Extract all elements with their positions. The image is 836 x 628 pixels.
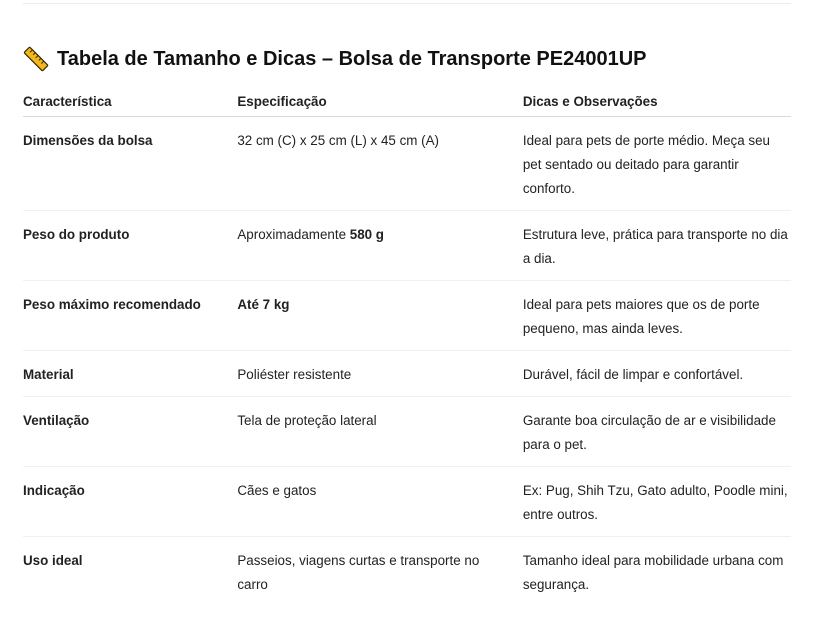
page-title: Tabela de Tamanho e Dicas – Bolsa de Transporte PE24001UP	[57, 47, 647, 70]
table-header-row	[23, 90, 791, 117]
table-row	[23, 351, 791, 397]
spec-cell	[237, 281, 522, 351]
tip-cell: Ex: Pug, Shih Tzu, Gato adulto, Poodle mini, entre outros.	[523, 467, 791, 537]
spec-cell	[237, 211, 522, 281]
table-row	[23, 397, 791, 467]
tip-cell: Ideal para pets de porte médio. Meça seu pet sentado ou deitado para garantir conforto.	[523, 117, 791, 211]
spec-cell: 32 cm (C) x 25 cm (L) x 45 cm (A)	[237, 117, 522, 211]
ruler-icon	[23, 46, 49, 72]
feature-cell: Material	[23, 351, 237, 397]
spec-bold-value: 580 g	[349, 227, 384, 242]
table-row	[23, 281, 791, 351]
tip-cell: Ideal para pets maiores que os de porte pequeno, mas ainda leves.	[523, 281, 791, 351]
tip-cell: Garante boa circulação de ar e visibilidade para o pet.	[523, 397, 791, 467]
tip-cell: Tamanho ideal para mobilidade urbana com segurança.	[522, 553, 784, 592]
spec-cell: Passeios, viagens curtas e transporte no carro	[237, 553, 480, 592]
feature-cell: Indicação	[23, 467, 237, 537]
feature-cell: Peso do produto	[23, 211, 237, 281]
feature-cell: Ventilação	[23, 397, 237, 467]
spec-cell: Poliéster resistente	[237, 351, 522, 397]
column-header-spec: Especificação	[237, 90, 522, 117]
column-header-tips: Dicas e Observações	[523, 90, 791, 117]
table-row	[23, 537, 791, 607]
divider	[23, 3, 791, 4]
table-row	[23, 117, 791, 211]
tip-cell: Estrutura leve, prática para transporte no dia a dia.	[523, 211, 791, 281]
section-heading	[23, 46, 647, 72]
tip-cell: Durável, fácil de limpar e confortável.	[523, 351, 791, 397]
feature-cell: Dimensões da bolsa	[23, 117, 237, 211]
feature-cell: Uso ideal	[23, 553, 83, 568]
feature-cell: Peso máximo recomendado	[23, 281, 237, 351]
column-header-feature: Característica	[23, 90, 237, 117]
table-row	[23, 467, 791, 537]
size-table	[23, 90, 791, 606]
spec-prefix: Aproximadamente	[237, 227, 350, 242]
spec-cell: Tela de proteção lateral	[237, 397, 522, 467]
table-row	[23, 211, 791, 281]
spec-cell: Cães e gatos	[237, 467, 522, 537]
spec-bold-value: Até 7 kg	[237, 297, 290, 312]
